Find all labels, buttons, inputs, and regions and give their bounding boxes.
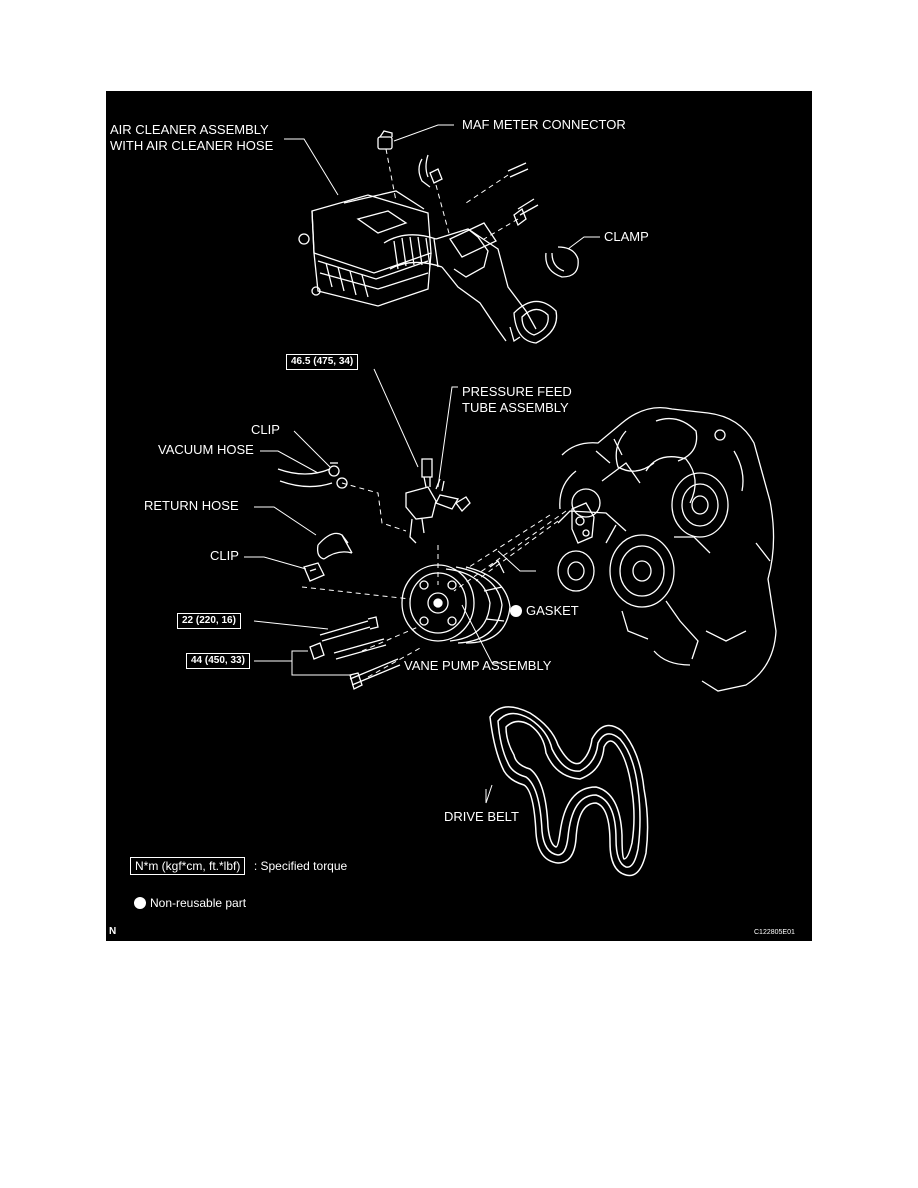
label-air-cleaner-line2: WITH AIR CLEANER HOSE (110, 138, 274, 153)
gasket-drawing (572, 503, 594, 543)
label-pressure-feed-line1: PRESSURE FEED (462, 384, 572, 399)
vane-pump-assembly-drawing (402, 561, 510, 643)
torque-stud: 22 (220, 16) (177, 613, 241, 629)
label-drive-belt: DRIVE BELT (444, 809, 519, 824)
nonreusable-dot-icon (510, 605, 522, 617)
legend-nonreusable (134, 895, 246, 911)
label-vacuum-hose: VACUUM HOSE (158, 442, 254, 457)
label-clip-lower: CLIP (210, 548, 239, 563)
return-hose-drawing (304, 533, 352, 581)
torque-bolts: 44 (450, 33) (186, 653, 250, 669)
bolts-drawing (310, 617, 400, 689)
label-gasket (510, 603, 579, 619)
torque-pressure-feed-bolt: 46.5 (475, 34) (286, 354, 358, 370)
figure-code: C122805E01 (754, 929, 795, 936)
legend-torque (130, 857, 347, 875)
maf-meter-connector-drawing (378, 131, 578, 277)
exploded-parts-diagram (106, 91, 812, 941)
label-clip-upper: CLIP (251, 422, 280, 437)
label-pressure-feed-line2: TUBE ASSEMBLY (462, 400, 569, 415)
pressure-feed-tube-drawing (406, 459, 470, 543)
label-clamp: CLAMP (604, 229, 649, 244)
drive-belt-drawing (490, 707, 648, 876)
legend-dot-icon (134, 897, 146, 909)
label-return-hose: RETURN HOSE (144, 498, 239, 513)
label-vane-pump-assembly: VANE PUMP ASSEMBLY (404, 658, 552, 673)
legend-torque-text: : Specified torque (253, 859, 348, 873)
legend-torque-unit: N*m (kgf*cm, ft.*lbf) (130, 857, 245, 875)
label-air-cleaner-line1: AIR CLEANER ASSEMBLY (110, 122, 269, 137)
vacuum-hose-drawing (278, 463, 347, 488)
corner-letter: N (109, 926, 117, 937)
engine-block-drawing (558, 408, 776, 691)
label-gasket-text: GASKET (526, 603, 579, 618)
legend-nonreusable-text: Non-reusable part (150, 896, 247, 910)
air-cleaner-assembly-drawing (299, 191, 557, 343)
label-maf-meter-connector: MAF METER CONNECTOR (462, 117, 626, 132)
